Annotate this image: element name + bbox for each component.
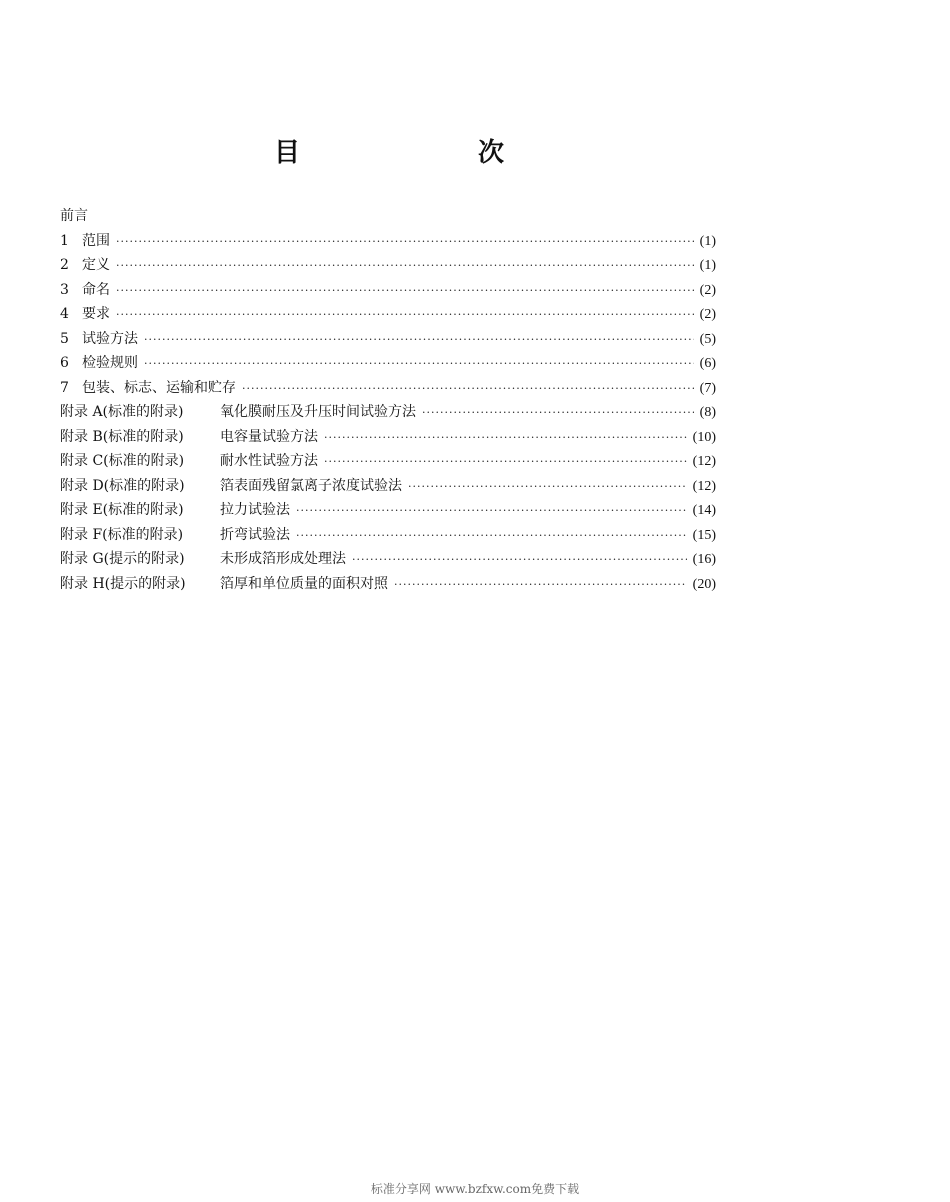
table-of-contents (60, 204, 716, 596)
toc-entry-scope[interactable] (60, 229, 716, 254)
toc-entry-number: 5 (60, 330, 69, 347)
toc-entry-label: 箔厚和单位质量的面积对照 (220, 575, 388, 592)
toc-entry-page: (5) (699, 331, 716, 347)
toc-entry-page: (6) (699, 356, 716, 371)
toc-entry-page: (12) (692, 478, 716, 494)
toc-annex-id: 附录 E(标准的附录) (60, 502, 184, 518)
toc-entry-label: 定义 (82, 257, 110, 273)
toc-entry-label: 未形成箔形成处理法 (220, 551, 346, 567)
toc-entry-page: (8) (699, 405, 716, 420)
toc-entry-naming[interactable] (60, 278, 716, 303)
toc-leader-dots (352, 548, 687, 573)
toc-entry-number: 7 (60, 379, 69, 396)
toc-entry-annex-a[interactable] (60, 400, 716, 425)
toc-entry-page: (1) (699, 233, 716, 249)
toc-entry-number: 4 (60, 306, 69, 322)
toc-entry-definitions[interactable] (60, 253, 716, 278)
toc-entry-page: (15) (692, 527, 716, 543)
toc-leader-dots (144, 328, 694, 353)
toc-annex-id: 附录 C(标准的附录) (60, 453, 185, 469)
toc-entry-test-methods[interactable] (60, 327, 716, 352)
toc-entry-label: 试验方法 (82, 330, 138, 347)
toc-entry-number: 1 (60, 232, 69, 249)
toc-leader-dots (408, 475, 687, 500)
toc-annex-id: 附录 D(标准的附录) (60, 477, 185, 494)
page-title: 目 次 (273, 138, 546, 168)
toc-annex-id: 附录 H(提示的附录) (60, 575, 186, 592)
toc-entry-number: 6 (60, 355, 69, 371)
toc-annex-id: 附录 B(标准的附录) (60, 428, 184, 445)
toc-entry-page: (12) (692, 454, 716, 469)
toc-leader-dots (116, 230, 694, 255)
toc-entry-label: 检验规则 (82, 355, 138, 371)
toc-leader-dots (116, 303, 694, 328)
toc-entry-label: 要求 (82, 306, 110, 322)
toc-entry-annex-d[interactable] (60, 474, 716, 499)
toc-entry-annex-h[interactable] (60, 572, 716, 597)
toc-entry-label: 耐水性试验方法 (220, 453, 318, 469)
toc-entry-annex-g[interactable] (60, 547, 716, 572)
toc-entry-annex-b[interactable] (60, 425, 716, 450)
toc-entry-page: (14) (692, 503, 716, 518)
toc-entry-number: 2 (60, 257, 69, 273)
toc-heading-foreword[interactable]: 前言 (60, 208, 88, 224)
toc-entry-label: 电容量试验方法 (220, 428, 318, 445)
toc-entry-packaging[interactable] (60, 376, 716, 401)
toc-leader-dots (324, 450, 687, 475)
toc-leader-dots (242, 377, 694, 402)
toc-entry-page: (2) (699, 282, 716, 298)
toc-leader-dots (144, 352, 694, 377)
toc-entry-requirements[interactable] (60, 302, 716, 327)
toc-leader-dots (324, 426, 687, 451)
toc-entry-label: 包装、标志、运输和贮存 (82, 379, 236, 396)
toc-entry-page: (10) (692, 429, 716, 445)
toc-leader-dots (394, 573, 687, 598)
toc-entry-page: (7) (699, 380, 716, 396)
toc-entry-label: 拉力试验法 (220, 502, 290, 518)
toc-annex-id: 附录 G(提示的附录) (60, 551, 185, 567)
toc-entry-page: (16) (692, 552, 716, 567)
toc-entry-label: 命名 (82, 281, 110, 298)
toc-leader-dots (116, 254, 694, 279)
toc-annex-id: 附录 F(标准的附录) (60, 526, 184, 543)
toc-entry-annex-f[interactable] (60, 523, 716, 548)
toc-annex-id: 附录 A(标准的附录) (60, 404, 184, 420)
toc-entry-page: (20) (692, 576, 716, 592)
toc-leader-dots (296, 499, 687, 524)
toc-leader-dots (116, 279, 694, 304)
toc-entry-inspection-rules[interactable] (60, 351, 716, 376)
toc-leader-dots (296, 524, 687, 549)
footer-watermark: 标准分享网 www.bzfxw.com免费下载 (370, 1182, 580, 1196)
toc-entry-label: 氧化膜耐压及升压时间试验方法 (220, 404, 416, 420)
toc-entry-label: 范围 (82, 232, 110, 249)
toc-entry-page: (2) (699, 307, 716, 322)
toc-entry-number: 3 (60, 281, 69, 298)
toc-entry-label: 箔表面残留氯离子浓度试验法 (220, 477, 402, 494)
toc-entry-page: (1) (699, 258, 716, 273)
toc-leader-dots (422, 401, 694, 426)
toc-entry-annex-c[interactable] (60, 449, 716, 474)
toc-entry-annex-e[interactable] (60, 498, 716, 523)
toc-entry-label: 折弯试验法 (220, 526, 290, 543)
